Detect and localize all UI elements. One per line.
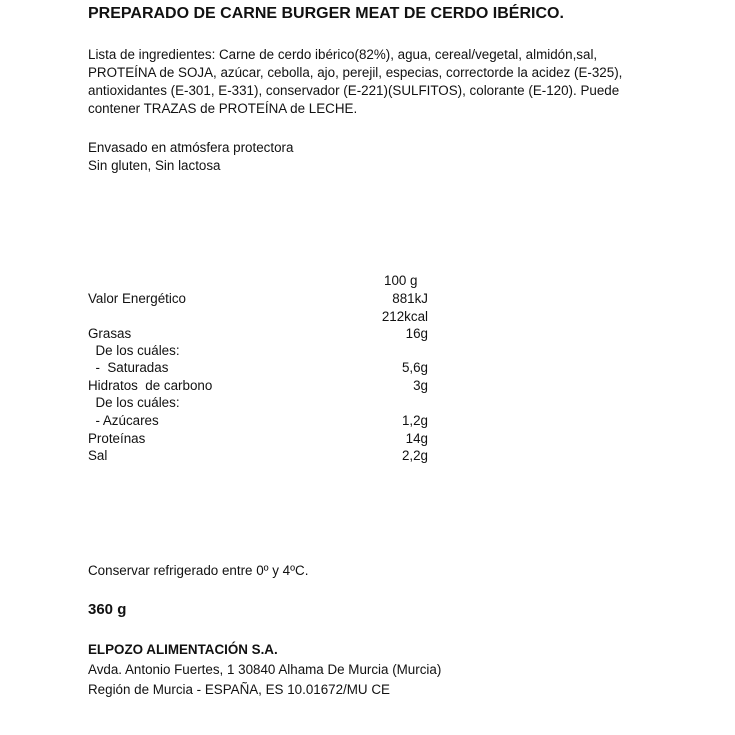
company-name: ELPOZO ALIMENTACIÓN S.A. bbox=[88, 642, 278, 657]
nutrition-row-value: 1,2g bbox=[401, 413, 428, 428]
nutrition-table bbox=[88, 272, 448, 472]
nutrition-row-value: 3g bbox=[413, 378, 428, 393]
nutrition-row-value: 2,2g bbox=[401, 448, 428, 463]
product-title: PREPARADO DE CARNE BURGER MEAT DE CERDO IBÉRICO. bbox=[88, 5, 564, 22]
free-from-note: Sin gluten, Sin lactosa bbox=[88, 158, 221, 173]
nutrition-row-label: De los cuáles: bbox=[88, 395, 180, 410]
packaging-note: Envasado en atmósfera protectora bbox=[88, 140, 294, 155]
nutrition-per-header: 100 g bbox=[384, 273, 418, 288]
nutrition-row-label: Grasas bbox=[88, 326, 132, 341]
nutrition-row-label: Proteínas bbox=[88, 431, 146, 446]
nutrition-row-label: Sal bbox=[88, 448, 108, 463]
nutrition-row-label: - Azúcares bbox=[88, 413, 159, 428]
company-address-line1: Avda. Antonio Fuertes, 1 30840 Alhama De Murcia (Murcia) bbox=[88, 662, 442, 677]
nutrition-row-value: 14g bbox=[405, 431, 428, 446]
nutrition-row-label: - Saturadas bbox=[88, 360, 169, 375]
nutrition-energy-label: Valor Energético bbox=[88, 291, 187, 306]
company-address-line2: Región de Murcia - ESPAÑA, ES 10.01672/MU CE bbox=[88, 682, 390, 697]
storage-instructions: Conservar refrigerado entre 0º y 4ºC. bbox=[88, 563, 309, 578]
ingredients-list: Lista de ingredientes: Carne de cerdo ibérico(82%), agua, cereal/vegetal, almidón,sal, PROTEÍNA de SOJA, azúcar, cebolla, ajo, perejil, especias, correctorde la acidez (E-325), antioxidantes (E-301, E-331), conservador (E-221)(SULFITOS), colorante (E-120). Puede contener TRAZAS de PROTEÍNA de LECHE. bbox=[88, 47, 623, 116]
nutrition-row-value: 5,6g bbox=[401, 360, 428, 375]
nutrition-energy-kcal: 212kcal bbox=[381, 309, 428, 324]
nutrition-row-label: Hidratos de carbono bbox=[88, 378, 213, 393]
net-weight: 360 g bbox=[88, 601, 127, 618]
nutrition-row-value: 16g bbox=[405, 326, 428, 341]
nutrition-row-label: De los cuáles: bbox=[88, 343, 180, 358]
nutrition-energy-kj: 881kJ bbox=[392, 291, 428, 306]
